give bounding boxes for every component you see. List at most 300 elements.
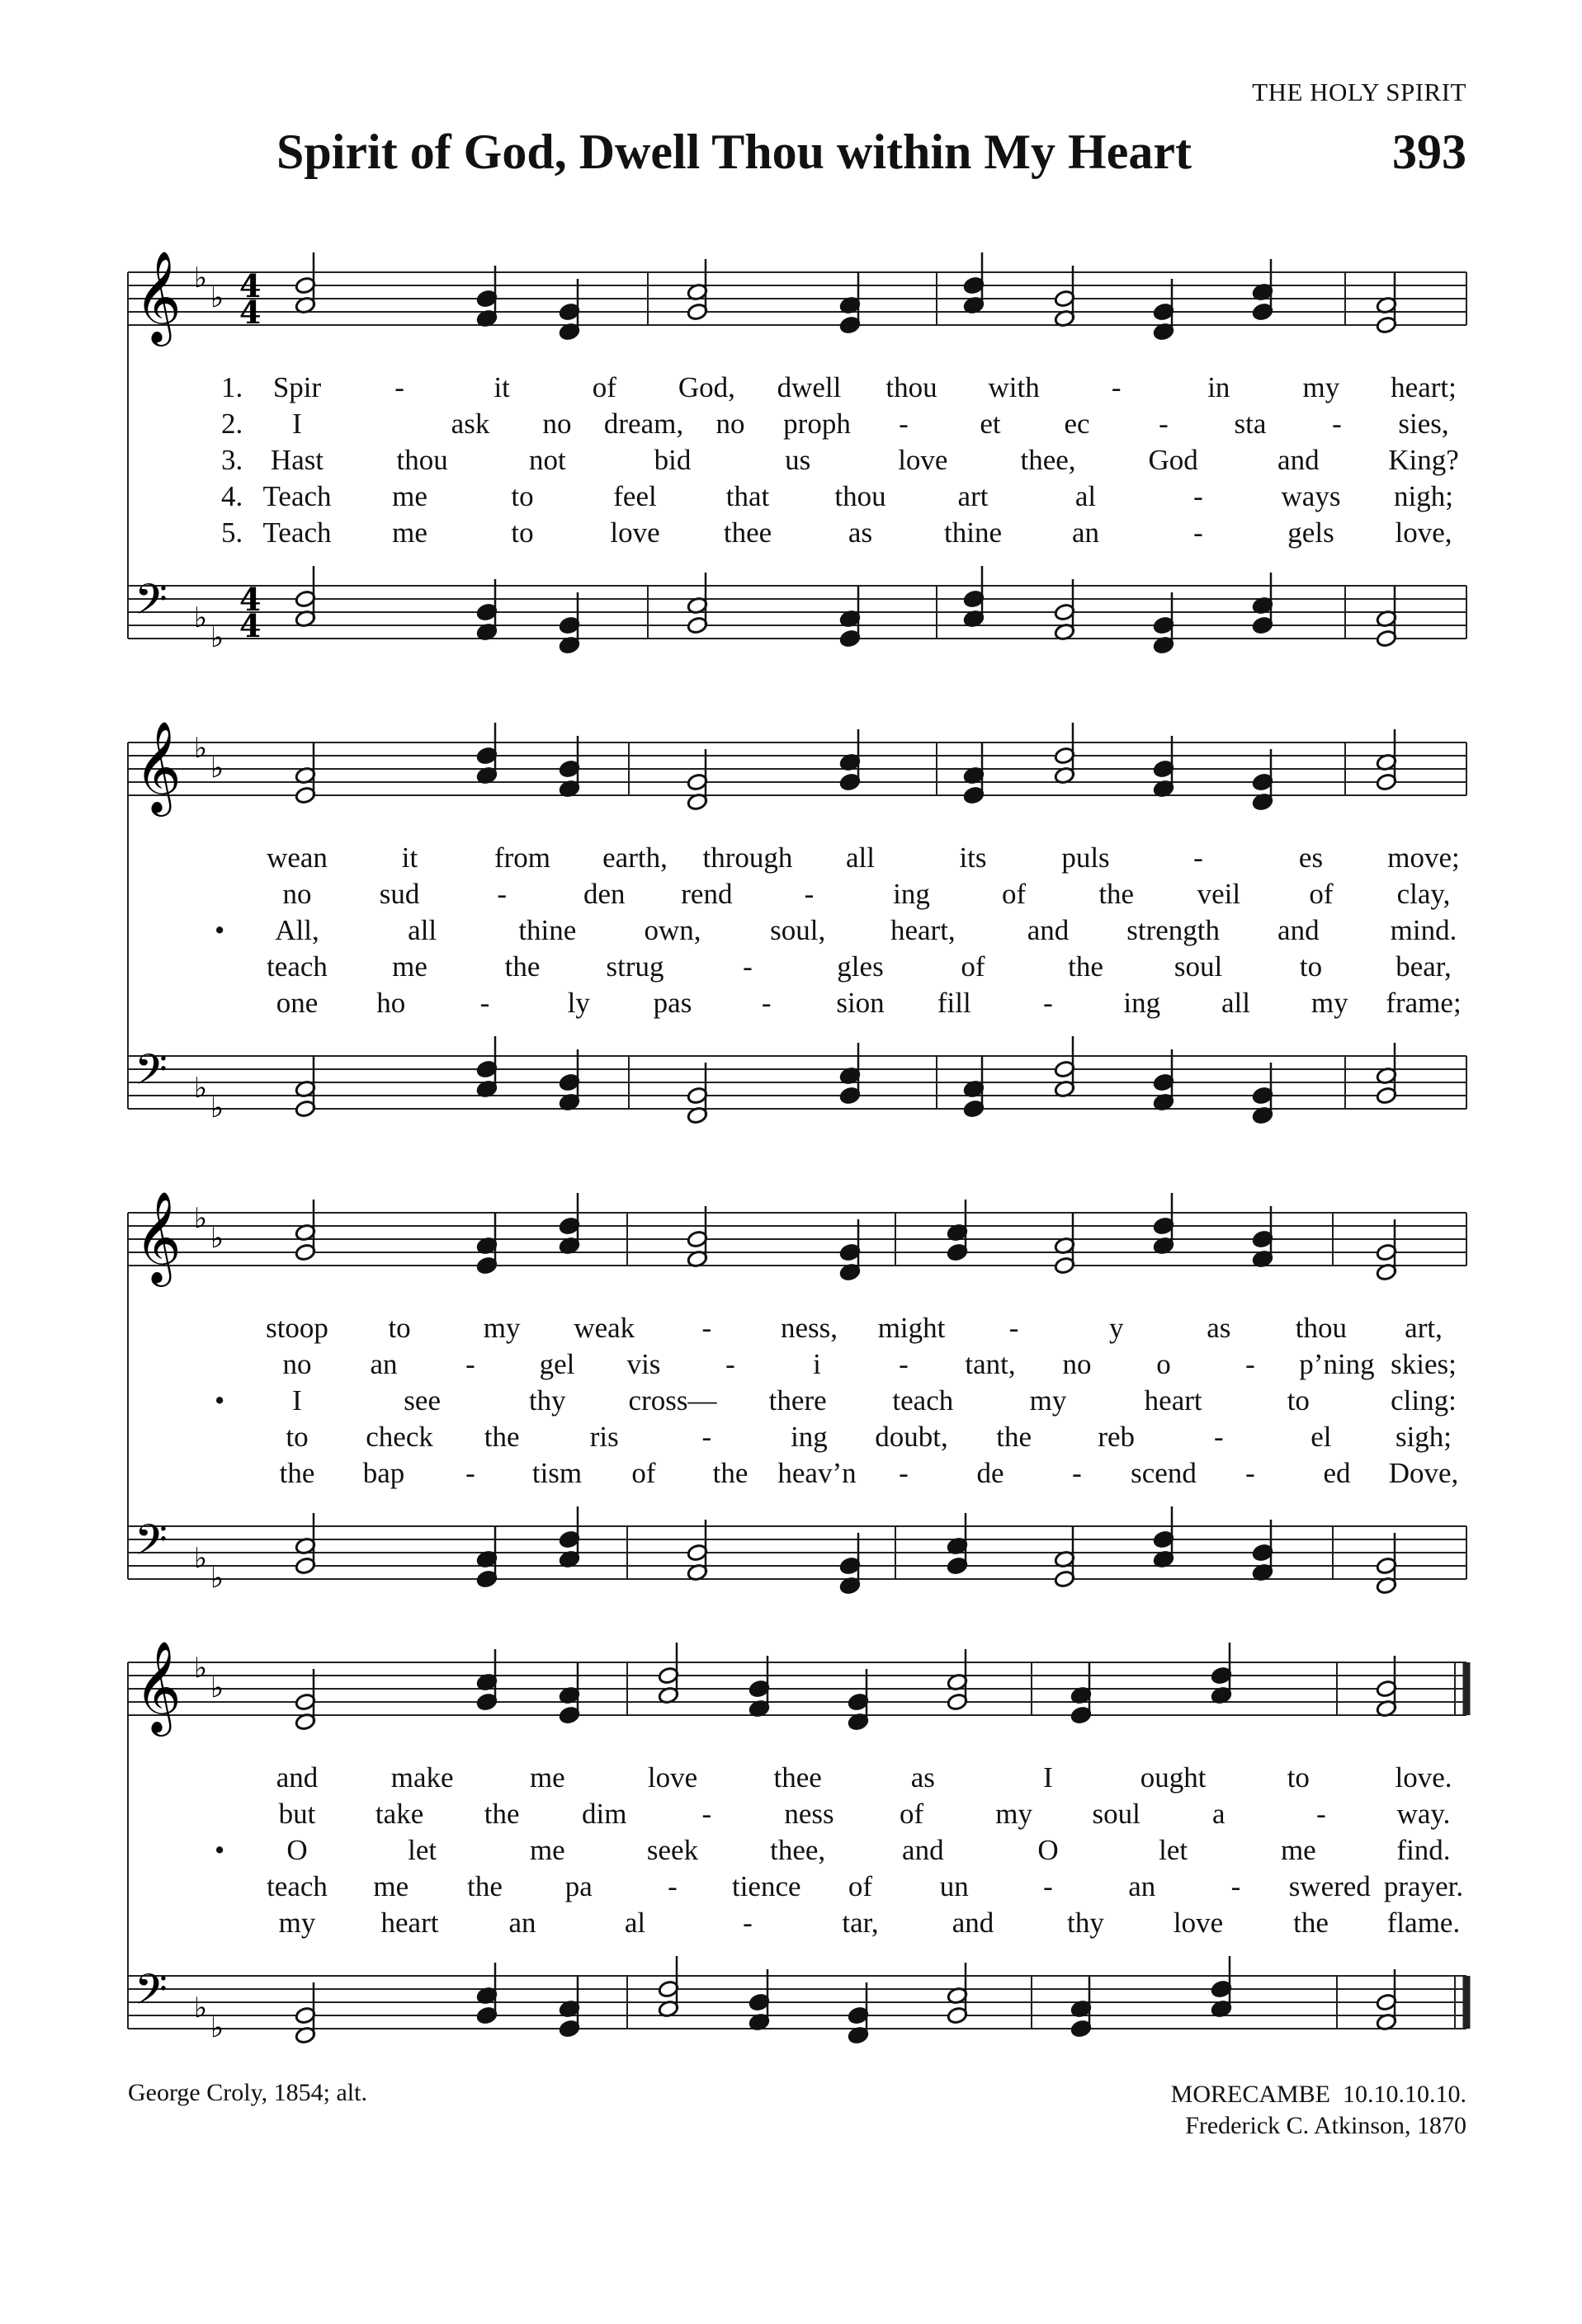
lyric-syllable: al [624, 1907, 646, 1939]
lyric-syllable: in [1207, 371, 1230, 403]
lyric-syllable: take [375, 1798, 424, 1830]
hyphen: - [804, 878, 815, 910]
hyphen: - [465, 1348, 475, 1380]
lyric-syllable: no [282, 1348, 312, 1380]
lyric-syllable: tant, [965, 1348, 1016, 1380]
lyric-syllable: as [848, 516, 873, 549]
hyphen: - [701, 1312, 712, 1344]
lyric-syllable: me [392, 516, 427, 549]
lyric-syllable: me [392, 480, 427, 512]
hyphen: - [1072, 1457, 1082, 1489]
hyphen: - [1245, 1348, 1255, 1380]
lyric-syllable: doubt, [875, 1421, 948, 1453]
lyric-syllable: flame. [1386, 1907, 1461, 1939]
lyric-syllable: of [1002, 878, 1027, 910]
lyric-syllable: heart; [1391, 371, 1457, 403]
lyric-syllable: the [1293, 1907, 1329, 1939]
lyric-syllable: me [373, 1870, 409, 1902]
lyric-syllable: its [959, 841, 987, 874]
lyric-syllable: thee, [770, 1834, 826, 1866]
time-signature: 4 [239, 267, 262, 304]
lyric-syllable: me [529, 1834, 565, 1866]
lyric-syllable: no [715, 408, 745, 440]
lyric-line [0, 1348, 1582, 1384]
lyric-syllable: me [529, 1761, 565, 1794]
lyric-syllable: Teach [262, 516, 332, 549]
lyric-syllable: to [1287, 1761, 1310, 1794]
hyphen: - [1193, 480, 1203, 512]
flat-icon: ♭ [194, 601, 208, 634]
verse-number: 2. [221, 408, 243, 440]
lyric-syllable: all [408, 914, 437, 946]
lyric-syllable: love [610, 516, 660, 549]
lyric-syllable: own, [644, 914, 701, 946]
lyric-syllable: teach [267, 950, 328, 983]
flat-icon: ♭ [194, 732, 208, 765]
lyric-syllable: Teach [262, 480, 332, 512]
lyric-line [0, 1761, 1582, 1798]
lyric-syllable: feel [613, 480, 657, 512]
lyric-line [0, 408, 1582, 444]
lyric-syllable: ec [1064, 408, 1090, 440]
hyphen: - [1245, 1457, 1255, 1489]
lyric-syllable: an [508, 1907, 536, 1939]
lyric-syllable: art [957, 480, 989, 512]
system-4 [0, 1638, 1582, 2067]
lyric-syllable: from [493, 841, 551, 874]
lyric-syllable: to [1299, 950, 1323, 983]
flat-icon: ♭ [210, 752, 224, 785]
lyric-syllable: pa [564, 1870, 593, 1902]
tune-credit [1171, 2079, 1466, 2142]
flat-icon: ♭ [210, 1222, 224, 1255]
flat-icon: ♭ [210, 2011, 224, 2044]
hyphen: - [1230, 1870, 1241, 1902]
lyric-syllable: no [1062, 1348, 1092, 1380]
lyric-syllable: ways [1281, 480, 1341, 512]
lyric-syllable: gles [837, 950, 884, 983]
lyric-syllable: soul [1092, 1798, 1140, 1830]
lyric-syllable: skies; [1391, 1348, 1457, 1380]
hyphen: - [1043, 1870, 1053, 1902]
lyric-syllable: not [528, 444, 566, 476]
treble-clef-icon: 𝄞 [135, 250, 182, 342]
lyric-syllable: thou [1295, 1312, 1348, 1344]
lyric-syllable: no [542, 408, 572, 440]
lyric-syllable: es [1298, 841, 1324, 874]
lyric-syllable: thee [773, 1761, 822, 1794]
lyric-syllable: weak [574, 1312, 635, 1344]
lyric-syllable: heart [1144, 1384, 1202, 1417]
hymn-title: Spirit of God, Dwell Thou within My Heart [276, 125, 1192, 179]
hyphen: - [899, 408, 909, 440]
hyphen: - [761, 987, 772, 1019]
lyric-syllable: vis [626, 1348, 661, 1380]
lyric-syllable: love [898, 444, 948, 476]
flat-icon: ♭ [194, 1202, 208, 1235]
flat-icon: ♭ [194, 1992, 208, 2025]
lyric-syllable: tar, [842, 1907, 879, 1939]
lyric-syllable: O [286, 1834, 308, 1866]
lyric-line [0, 371, 1582, 408]
lyric-syllable: thou [885, 371, 937, 403]
flat-icon: ♭ [194, 1072, 208, 1105]
lyric-syllable: puls [1061, 841, 1110, 874]
lyric-syllable: veil [1197, 878, 1241, 910]
lyric-syllable: and [276, 1761, 319, 1794]
lyric-syllable: let [408, 1834, 437, 1866]
hyphen: - [668, 1870, 678, 1902]
hyphen: - [1193, 516, 1203, 549]
lyric-syllable: to [511, 480, 534, 512]
lyric-syllable: but [278, 1798, 316, 1830]
lyric-syllable: dwell [777, 371, 842, 403]
lyric-syllable: I [1043, 1761, 1053, 1794]
flat-icon: ♭ [194, 1542, 208, 1575]
lyric-syllable: Hast [270, 444, 324, 476]
lyric-syllable: sies, [1398, 408, 1449, 440]
lyric-syllable: it [401, 841, 418, 874]
lyric-syllable: to [1287, 1384, 1310, 1417]
lyric-syllable: me [1280, 1834, 1316, 1866]
lyric-syllable: check [366, 1421, 433, 1453]
flat-icon: ♭ [210, 281, 224, 314]
system-1 [0, 247, 1582, 676]
lyric-syllable: of [1309, 878, 1334, 910]
lyric-syllable: ho [376, 987, 406, 1019]
lyric-syllable: as [910, 1761, 935, 1794]
lyric-syllable: earth, [602, 841, 668, 874]
lyric-syllable: to [511, 516, 534, 549]
lyric-syllable: King? [1388, 444, 1459, 476]
hyphen: - [1008, 1312, 1019, 1344]
bass-clef-icon: 𝄢 [135, 574, 168, 634]
bass-staff [128, 1506, 1466, 1595]
lyric-syllable: the [504, 950, 541, 983]
lyric-syllable: my [483, 1312, 521, 1344]
flat-icon: ♭ [194, 1652, 208, 1685]
lyric-line [0, 950, 1582, 987]
lyric-syllable: of [631, 1457, 656, 1489]
lyric-syllable: un [939, 1870, 969, 1902]
hyphen: - [1332, 408, 1342, 440]
lyric-syllable: an [1071, 516, 1100, 549]
lyric-syllable: frame; [1386, 987, 1462, 1019]
lyric-syllable: there [768, 1384, 827, 1417]
lyric-syllable: thine [518, 914, 577, 946]
lyric-line [0, 1312, 1582, 1348]
lyric-syllable: bear, [1395, 950, 1452, 983]
hyphen: - [899, 1348, 909, 1380]
hyphen: - [1213, 1421, 1224, 1453]
lyric-syllable: no [282, 878, 312, 910]
lyric-syllable: ing [791, 1421, 828, 1453]
lyric-syllable: my [1310, 987, 1348, 1019]
lyric-syllable: with [988, 371, 1040, 403]
lyric-syllable: move; [1387, 841, 1460, 874]
lyric-syllable: the [484, 1798, 520, 1830]
lyric-syllable: us [785, 444, 811, 476]
lyric-line [0, 1907, 1582, 1943]
flat-icon: ♭ [210, 1091, 224, 1124]
lyric-syllable: that [725, 480, 770, 512]
lyric-syllable: of [848, 1870, 873, 1902]
lyric-syllable: heart [380, 1907, 439, 1939]
lyric-line [0, 444, 1582, 480]
lyric-syllable: the [1068, 950, 1103, 983]
lyric-line [0, 914, 1582, 950]
lyric-syllable: God, [678, 371, 735, 403]
hyphen: - [497, 878, 507, 910]
lyric-syllable: y [1108, 1312, 1124, 1344]
lyric-syllable: fill [937, 987, 971, 1019]
lyric-syllable: strug [606, 950, 664, 983]
hyphen: - [725, 1348, 735, 1380]
lyric-syllable: of [592, 371, 616, 403]
lyric-syllable: et [980, 408, 1001, 440]
lyric-syllable: thy [528, 1384, 566, 1417]
lyric-syllable: gels [1287, 516, 1334, 549]
text-credit: George Croly, 1854; alt. [128, 2079, 367, 2106]
hymn-number: 393 [1392, 125, 1466, 179]
lyric-syllable: teach [267, 1870, 328, 1902]
lyric-line [0, 1798, 1582, 1834]
lyric-syllable: my [278, 1907, 316, 1939]
lyric-syllable: rend [681, 878, 733, 910]
system-2 [0, 718, 1582, 1147]
verse-number: 3. [221, 444, 243, 476]
lyric-syllable: and [952, 1907, 994, 1939]
lyric-syllable: ing [1123, 987, 1161, 1019]
lyric-syllable: dream, [603, 408, 684, 440]
lyric-syllable: ed [1323, 1457, 1351, 1489]
lyric-syllable: love. [1395, 1761, 1452, 1794]
hyphen: - [1159, 408, 1169, 440]
lyric-syllable: heav’n [777, 1457, 857, 1489]
treble-clef-icon: 𝄞 [135, 1190, 182, 1283]
lyric-syllable: thee [723, 516, 772, 549]
lyric-syllable: the [1098, 878, 1135, 910]
lyric-syllable: proph [783, 408, 851, 440]
time-signature: 4 [239, 581, 262, 618]
flat-icon: ♭ [210, 1562, 224, 1595]
treble-staff [128, 1640, 1466, 1737]
lyric-syllable: teach [892, 1384, 954, 1417]
lyric-syllable: my [1029, 1384, 1067, 1417]
tune-name: MORECAMBE 10.10.10.10. [1170, 2081, 1466, 2108]
lyric-syllable: my [1302, 371, 1340, 403]
flat-icon: ♭ [210, 621, 224, 654]
lyric-syllable: way. [1396, 1798, 1451, 1830]
lyric-line [0, 841, 1582, 878]
lyric-syllable: find. [1396, 1834, 1451, 1866]
lyric-syllable: love, [1395, 516, 1452, 549]
bass-staff [128, 1036, 1466, 1124]
lyric-syllable: ness, [780, 1312, 838, 1344]
lyric-syllable: see [404, 1384, 442, 1417]
lyric-syllable: and [902, 1834, 944, 1866]
time-signature: 4 [239, 607, 262, 644]
hyphen: - [899, 1457, 909, 1489]
lyric-syllable: thine [944, 516, 1002, 549]
verse-number: • [215, 1384, 225, 1417]
lyric-syllable: of [899, 1798, 924, 1830]
lyric-line [0, 987, 1582, 1023]
lyric-syllable: strength [1126, 914, 1221, 946]
hyphen: - [743, 950, 753, 983]
lyric-syllable: the [996, 1421, 1032, 1453]
lyric-syllable: sta [1234, 408, 1267, 440]
lyric-syllable: ing [893, 878, 930, 910]
lyric-syllable: to [388, 1312, 411, 1344]
lyric-line [0, 516, 1582, 553]
lyric-syllable: of [961, 950, 985, 983]
lyric-syllable: sion [836, 987, 885, 1019]
lyric-syllable: it [493, 371, 510, 403]
lyric-syllable: O [1037, 1834, 1059, 1866]
bass-clef-icon: 𝄢 [135, 1515, 168, 1575]
lyric-syllable: o [1156, 1348, 1171, 1380]
section-label: THE HOLY SPIRIT [1252, 78, 1466, 106]
treble-staff [128, 250, 1466, 346]
lyric-syllable: the [484, 1421, 520, 1453]
lyric-syllable: to [286, 1421, 309, 1453]
lyric-syllable: tience [731, 1870, 801, 1902]
bass-staff [128, 1956, 1466, 2044]
hyphen: - [1111, 371, 1122, 403]
bass-clef-icon: 𝄢 [135, 1964, 168, 2025]
lyric-syllable: all [846, 841, 875, 874]
bass-clef-icon: 𝄢 [135, 1044, 168, 1105]
lyric-syllable: thou [396, 444, 448, 476]
flat-icon: ♭ [210, 1671, 224, 1704]
lyric-line [0, 878, 1582, 914]
lyric-syllable: through [702, 841, 793, 874]
lyric-syllable: swered [1288, 1870, 1371, 1902]
verse-number: • [215, 1834, 225, 1866]
lyric-syllable: soul [1174, 950, 1223, 983]
treble-clef-icon: 𝄞 [135, 1640, 182, 1732]
lyric-syllable: God [1148, 444, 1198, 476]
lyric-syllable: p’ning [1299, 1348, 1375, 1380]
lyric-syllable: tism [531, 1457, 583, 1489]
hyphen: - [394, 371, 404, 403]
lyric-syllable: ris [589, 1421, 619, 1453]
lyric-syllable: cling: [1391, 1384, 1457, 1417]
lyric-syllable: ly [567, 987, 590, 1019]
lyric-syllable: an [1128, 1870, 1156, 1902]
lyric-syllable: the [712, 1457, 748, 1489]
lyric-syllable: pas [653, 987, 692, 1019]
lyric-syllable: all [1221, 987, 1250, 1019]
lyric-syllable: clay, [1396, 878, 1451, 910]
bass-staff [128, 566, 1466, 654]
lyric-syllable: bid [654, 444, 692, 476]
hyphen: - [701, 1798, 712, 1830]
lyric-syllable: seek [646, 1834, 699, 1866]
lyric-syllable: I [292, 408, 302, 440]
lyric-syllable: gel [539, 1348, 575, 1380]
lyric-syllable: All, [275, 914, 319, 946]
lyric-syllable: might [877, 1312, 946, 1344]
lyric-syllable: sud [379, 878, 420, 910]
lyric-syllable: my [995, 1798, 1032, 1830]
lyric-syllable: mind. [1390, 914, 1457, 946]
lyric-syllable: scend [1131, 1457, 1197, 1489]
lyric-syllable: let [1159, 1834, 1188, 1866]
lyric-syllable: and [1027, 914, 1070, 946]
lyric-syllable: and [1277, 914, 1320, 946]
system-3 [0, 1188, 1582, 1617]
lyric-syllable: nigh; [1394, 480, 1453, 512]
lyric-syllable: and [1277, 444, 1320, 476]
lyric-syllable: prayer. [1383, 1870, 1464, 1902]
lyric-syllable: me [392, 950, 427, 983]
lyric-line [0, 1457, 1582, 1493]
lyric-syllable: den [583, 878, 626, 910]
lyric-line [0, 1870, 1582, 1907]
lyric-syllable: a [1212, 1798, 1225, 1830]
lyric-syllable: the [467, 1870, 503, 1902]
hyphen: - [1043, 987, 1053, 1019]
lyric-syllable: heart, [890, 914, 956, 946]
lyric-syllable: de [976, 1457, 1004, 1489]
lyric-syllable: al [1074, 480, 1097, 512]
treble-staff [128, 1190, 1466, 1287]
time-signature: 4 [239, 294, 262, 331]
lyric-syllable: an [370, 1348, 398, 1380]
hyphen: - [1193, 841, 1203, 874]
lyric-syllable: stoop [266, 1312, 328, 1344]
lyric-syllable: Spir [272, 371, 322, 403]
lyric-syllable: the [279, 1457, 315, 1489]
hyphen: - [743, 1907, 753, 1939]
hyphen: - [701, 1421, 712, 1453]
hyphen: - [1316, 1798, 1326, 1830]
lyric-syllable: I [292, 1384, 302, 1417]
lyric-syllable: soul, [770, 914, 826, 946]
lyric-syllable: thy [1067, 1907, 1104, 1939]
lyric-syllable: art, [1405, 1312, 1443, 1344]
composer: Frederick C. Atkinson, 1870 [1185, 2112, 1466, 2139]
lyric-line [0, 1421, 1582, 1457]
lyric-syllable: dim [582, 1798, 627, 1830]
treble-clef-icon: 𝄞 [135, 720, 182, 813]
flat-icon: ♭ [194, 262, 208, 295]
lyric-syllable: make [390, 1761, 454, 1794]
lyric-syllable: ought [1140, 1761, 1207, 1794]
lyric-syllable: love [647, 1761, 698, 1794]
lyric-syllable: bap [362, 1457, 405, 1489]
lyric-syllable: thee, [1020, 444, 1076, 476]
lyric-syllable: el [1310, 1421, 1332, 1453]
hyphen: - [465, 1457, 475, 1489]
verse-number: 1. [221, 371, 243, 403]
lyric-syllable: Dove, [1388, 1457, 1459, 1489]
lyric-syllable: one [276, 987, 319, 1019]
verse-number: • [215, 914, 225, 946]
treble-staff [128, 720, 1466, 817]
lyric-syllable: ness [784, 1798, 834, 1830]
lyric-syllable: cross— [628, 1384, 717, 1417]
lyric-syllable: ask [451, 408, 490, 440]
verse-number: 5. [221, 516, 243, 549]
lyric-line [0, 480, 1582, 516]
lyric-syllable: i [813, 1348, 821, 1380]
hyphen: - [479, 987, 490, 1019]
lyric-line [0, 1834, 1582, 1870]
lyric-syllable: reb [1098, 1421, 1136, 1453]
